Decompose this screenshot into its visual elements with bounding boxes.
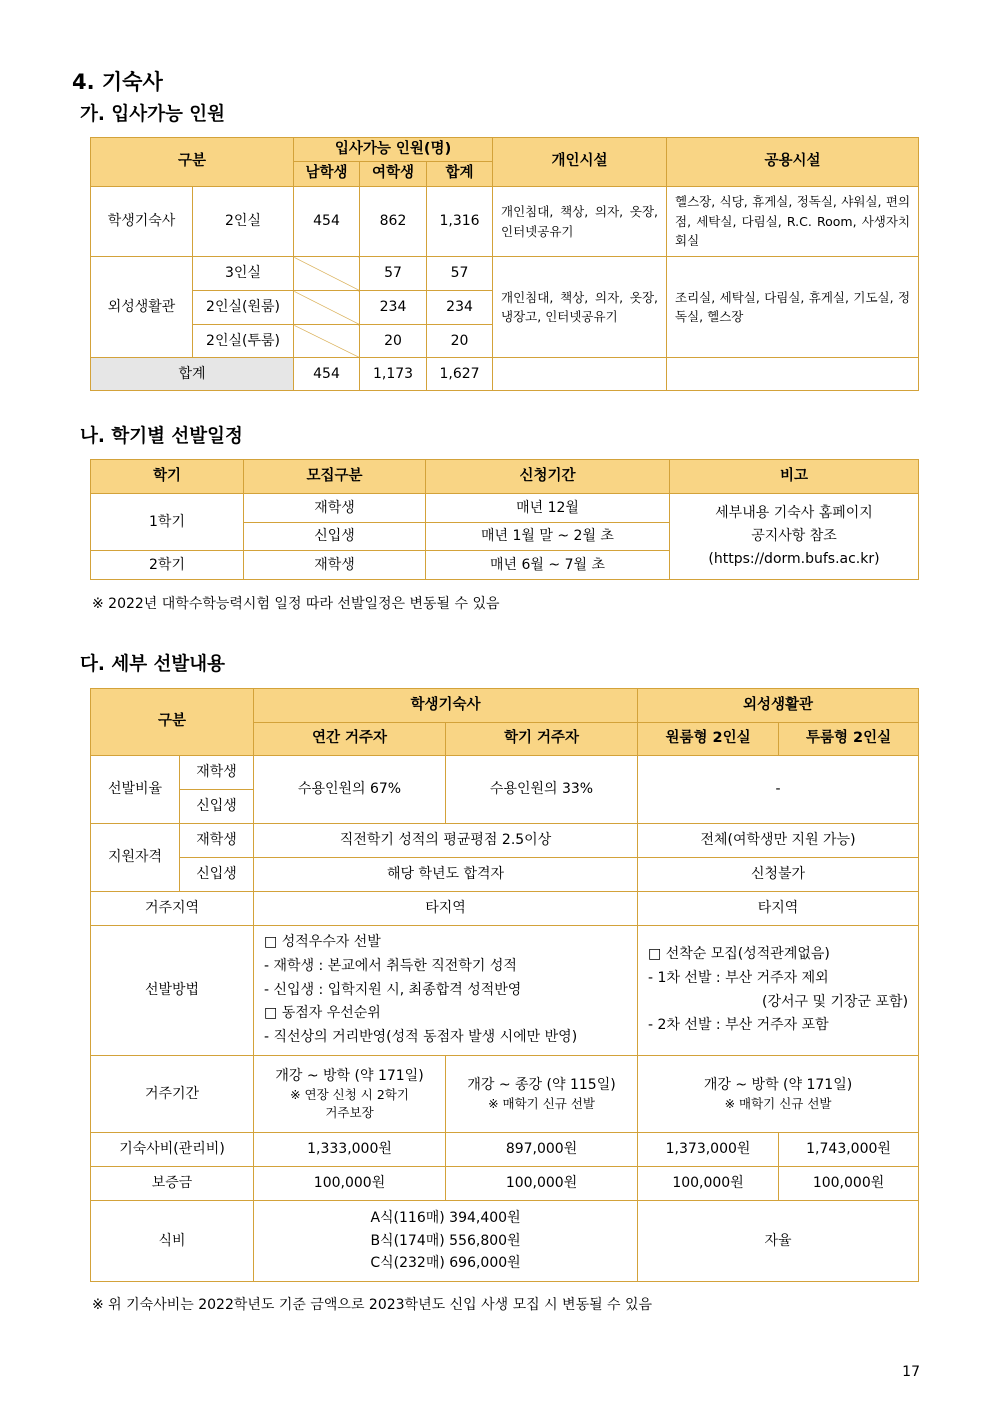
header-external-dorm: 외성생활관 [638, 689, 919, 723]
header-semester: 학기 [91, 460, 244, 494]
ext-male-empty-2 [294, 291, 360, 325]
ratio-external: - [638, 756, 919, 824]
subsection-title-a: 가. 입사가능 인원 [80, 104, 226, 125]
header-tworoom: 투룸형 2인실 [779, 723, 919, 756]
schedule-remarks [670, 494, 919, 580]
method-dorm [254, 926, 638, 1056]
method-ext-line-3: (강서구 및 기장군 포함) [762, 993, 909, 1010]
method-dorm-line-3: - 신입생 : 입학지원 시, 최종합격 성적반영 [264, 981, 522, 998]
remarks-line-2: 공지사항 참조 [751, 527, 837, 544]
schedule-note: ※ 2022년 대학수학능력시험 일정 따라 선발일정은 변동될 수 있음 [92, 596, 500, 612]
ratio-label: 선발비율 [91, 756, 180, 824]
sum-total: 1,627 [427, 358, 493, 391]
header-shared-facilities: 공용시설 [667, 138, 919, 187]
schedule-table [90, 459, 919, 580]
header-female: 여학생 [360, 162, 427, 187]
header-total: 합계 [427, 162, 493, 187]
fee-note: ※ 위 기숙사비는 2022학년도 기준 금액으로 2023학년도 신입 사생 모집 시 변동될 수 있음 [92, 1297, 653, 1313]
period-annual [254, 1056, 446, 1133]
dorm-total: 1,316 [427, 187, 493, 257]
meal-b: B식(174매) 556,800원 [370, 1232, 521, 1249]
remarks-line-1: 세부내용 기숙사 홈페이지 [715, 504, 873, 521]
sum-personal-empty [493, 358, 667, 391]
period-external-main: 개강 ~ 방학 (약 171일) [703, 1076, 853, 1093]
header-oneroom: 원룸형 2인실 [638, 723, 779, 756]
header-personal-facilities: 개인시설 [493, 138, 667, 187]
method-ext [638, 926, 919, 1056]
period-label: 거주기간 [91, 1056, 254, 1133]
sem1-freshman-period: 매년 1월 말 ~ 2월 초 [426, 523, 670, 551]
method-ext-line-2: - 1차 선발 : 부산 거주자 제외 [648, 969, 829, 986]
method-ext-line-4: - 2차 선발 : 부산 거주자 포함 [648, 1017, 829, 1034]
sem1-freshman-type: 신입생 [244, 523, 426, 551]
qual-freshman-dorm: 해당 학년도 합격자 [254, 858, 638, 892]
header-remarks: 비고 [670, 460, 919, 494]
ext-total-2: 234 [427, 291, 493, 325]
method-dorm-line-1: □ 성적우수자 선발 [264, 934, 381, 950]
header-apply-period: 신청기간 [426, 460, 670, 494]
header-gubun: 구분 [91, 689, 254, 756]
dorm-male: 454 [294, 187, 360, 257]
meal-dorm [254, 1201, 638, 1282]
meal-a: A식(116매) 394,400원 [370, 1210, 521, 1227]
meal-external: 자율 [638, 1201, 919, 1282]
dorm-label: 학생기숙사 [91, 187, 193, 257]
ext-room-type-1: 3인실 [193, 257, 294, 291]
header-male: 남학생 [294, 162, 360, 187]
dorm-shared-facilities: 헬스장, 식당, 휴게실, 정독실, 샤워실, 편의점, 세탁실, 다림실, R.C. Room, 사생자치회실 [667, 187, 919, 257]
method-ext-line-1: □ 선착순 모집(성적관계없음) [648, 945, 830, 962]
period-semester [446, 1056, 638, 1133]
ext-female-3: 20 [360, 325, 427, 358]
ext-label: 외성생활관 [91, 257, 193, 358]
region-dorm: 타지역 [254, 892, 638, 926]
fee-tworoom: 1,743,000원 [779, 1133, 919, 1167]
qualification-label: 지원자격 [91, 824, 180, 892]
dorm-personal-facilities: 개인침대, 책상, 의자, 옷장, 인터넷공유기 [493, 187, 667, 257]
semester-1: 1학기 [91, 494, 244, 551]
ext-male-empty-3 [294, 325, 360, 358]
ext-female-1: 57 [360, 257, 427, 291]
qual-current-dorm: 직전학기 성적의 평균평점 2.5이상 [254, 824, 638, 858]
sum-female: 1,173 [360, 358, 427, 391]
sum-shared-empty [667, 358, 919, 391]
ext-room-type-2: 2인실(원룸) [193, 291, 294, 325]
ext-personal-facilities: 개인침대, 책상, 의자, 옷장, 냉장고, 인터넷공유기 [493, 257, 667, 358]
period-external [638, 1056, 919, 1133]
meal-c: C식(232매) 696,000원 [370, 1255, 521, 1272]
subsection-title-b: 나. 학기별 선발일정 [80, 426, 243, 447]
deposit-oneroom: 100,000원 [638, 1167, 779, 1201]
header-annual-resident: 연간 거주자 [254, 723, 446, 756]
page-number: 17 [902, 1364, 920, 1380]
remarks-link[interactable]: (https://dorm.bufs.ac.kr) [708, 551, 880, 568]
region-label: 거주지역 [91, 892, 254, 926]
period-annual-main: 개강 ~ 방학 (약 171일) [275, 1067, 424, 1084]
sem1-current-period: 매년 12월 [426, 494, 670, 523]
ratio-semester: 수용인원의 33% [446, 756, 638, 824]
qual-current-ext: 전체(여학생만 지원 가능) [638, 824, 919, 858]
method-dorm-line-2: - 재학생 : 본교에서 취득한 직전학기 성적 [264, 957, 517, 974]
fee-semester: 897,000원 [446, 1133, 638, 1167]
region-ext: 타지역 [638, 892, 919, 926]
ext-male-empty-1 [294, 257, 360, 291]
period-semester-note: ※ 매학기 신규 선발 [488, 1096, 595, 1112]
sum-label: 합계 [91, 358, 294, 391]
qual-current: 재학생 [180, 824, 254, 858]
sem2-type: 재학생 [244, 551, 426, 580]
method-label: 선발방법 [91, 926, 254, 1056]
sum-male: 454 [294, 358, 360, 391]
dorm-female: 862 [360, 187, 427, 257]
deposit-label: 보증금 [91, 1167, 254, 1201]
section-title: 4. 기숙사 [72, 70, 163, 94]
dorm-room-type: 2인실 [193, 187, 294, 257]
ratio-current: 재학생 [180, 756, 254, 790]
header-gubun: 구분 [91, 138, 294, 187]
ext-female-2: 234 [360, 291, 427, 325]
ext-total-1: 57 [427, 257, 493, 291]
period-annual-note-2: 거주보장 [325, 1105, 374, 1121]
deposit-semester: 100,000원 [446, 1167, 638, 1201]
fee-annual: 1,333,000원 [254, 1133, 446, 1167]
capacity-table [90, 137, 919, 391]
header-student-dorm: 학생기숙사 [254, 689, 638, 723]
meal-label: 식비 [91, 1201, 254, 1282]
qual-freshman: 신입생 [180, 858, 254, 892]
selection-table [90, 688, 919, 1282]
sem2-period: 매년 6월 ~ 7월 초 [426, 551, 670, 580]
ratio-freshman: 신입생 [180, 790, 254, 824]
method-dorm-line-5: - 직선상의 거리반영(성적 동점자 발생 시에만 반영) [264, 1029, 578, 1046]
fee-label: 기숙사비(관리비) [91, 1133, 254, 1167]
ratio-annual: 수용인원의 67% [254, 756, 446, 824]
ext-shared-facilities: 조리실, 세탁실, 다림실, 휴게실, 기도실, 정독실, 헬스장 [667, 257, 919, 358]
period-annual-note-1: ※ 연장 신청 시 2학기 [290, 1087, 409, 1103]
header-semester-resident: 학기 거주자 [446, 723, 638, 756]
ext-room-type-3: 2인실(투룸) [193, 325, 294, 358]
ext-total-3: 20 [427, 325, 493, 358]
period-external-note: ※ 매학기 신규 선발 [724, 1096, 832, 1112]
header-recruit-type: 모집구분 [244, 460, 426, 494]
qual-freshman-ext: 신청불가 [638, 858, 919, 892]
fee-oneroom: 1,373,000원 [638, 1133, 779, 1167]
sem1-current-type: 재학생 [244, 494, 426, 523]
semester-2: 2학기 [91, 551, 244, 580]
method-dorm-line-4: □ 동점자 우선순위 [264, 1005, 381, 1022]
deposit-tworoom: 100,000원 [779, 1167, 919, 1201]
subsection-title-c: 다. 세부 선발내용 [80, 654, 226, 675]
deposit-annual: 100,000원 [254, 1167, 446, 1201]
header-capacity: 입사가능 인원(명) [294, 138, 493, 162]
period-semester-main: 개강 ~ 종강 (약 115일) [467, 1076, 616, 1093]
